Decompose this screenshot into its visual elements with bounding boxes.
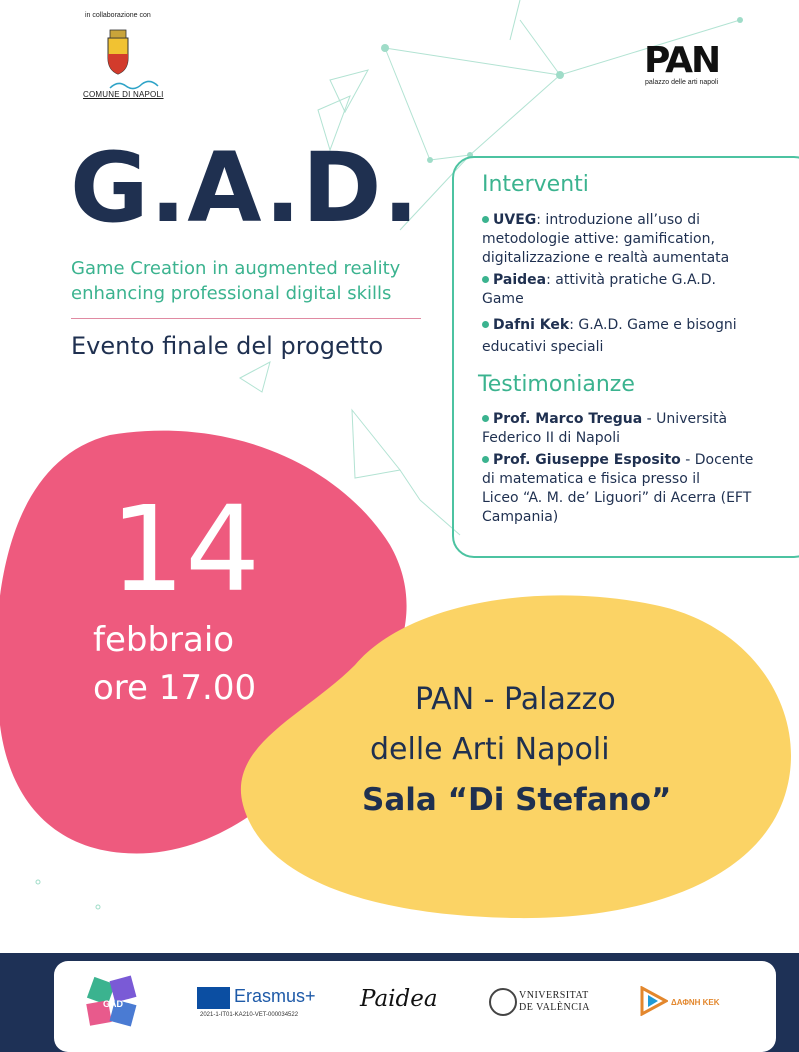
interventi-title: Interventi	[482, 172, 589, 197]
collaboration-label: in collaborazione con	[85, 12, 151, 19]
university-label: VNIVERSITAT DE VALÈNCIA	[519, 990, 590, 1013]
event-time: ore 17.00	[93, 668, 257, 708]
pan-logo-subtitle: palazzo delle arti napoli	[645, 79, 719, 86]
gad-logo-text: GAD	[103, 999, 123, 1009]
page-title: G.A.D.	[70, 132, 420, 244]
event-label: Evento finale del progetto	[71, 332, 384, 360]
bullet-icon	[482, 456, 489, 463]
event-month: febbraio	[93, 620, 235, 660]
gad-logo	[82, 972, 144, 1034]
list-item: Dafni Kek: G.A.D. Game e bisogni educativi speciali	[482, 317, 737, 355]
location-room: Sala “Di Stefano”	[362, 782, 672, 818]
bullet-icon	[482, 276, 489, 283]
paidea-logo: Paidea	[360, 986, 438, 1012]
comune-label: COMUNE DI NAPOLI	[83, 90, 164, 99]
event-day: 14	[110, 480, 261, 618]
eu-flag-icon	[197, 987, 230, 1009]
list-item: Prof. Giuseppe Esposito - Docente di matematica e fisica presso il Liceo “A. M. de’ Liguori” di Acerra (EFT Campania)	[482, 452, 754, 525]
erasmus-label: Erasmus+	[234, 986, 316, 1006]
list-item: UVEG: introduzione all’uso di metodologie attive: gamification, digitalizzazione e realtà aumentata	[482, 212, 730, 266]
bullet-icon	[482, 415, 489, 422]
university-seal-icon	[489, 988, 517, 1016]
location-line: delle Arti Napoli	[370, 732, 610, 767]
dafni-label: ΔΑΦΝΗ ΚΕΚ	[671, 998, 720, 1007]
project-subtitle	[71, 256, 400, 306]
subtitle-line: Game Creation in augmented reality	[71, 258, 401, 279]
napoli-crest-logo	[104, 28, 132, 76]
testimonianze-title: Testimonianze	[478, 372, 635, 397]
divider	[71, 318, 421, 319]
dafni-logo-icon	[640, 986, 668, 1016]
bullet-icon	[482, 321, 489, 328]
pan-logo: PAN	[644, 40, 720, 81]
erasmus-code: 2021-1-IT01-KA210-VET-000034522	[200, 1012, 299, 1018]
location-line: PAN - Palazzo	[415, 682, 616, 717]
subtitle-line: enhancing professional digital skills	[71, 283, 392, 304]
list-item: Prof. Marco Tregua - Università Federico II di Napoli	[482, 411, 728, 446]
list-item: Paidea: attività pratiche G.A.D. Game	[482, 272, 716, 307]
bullet-icon	[482, 216, 489, 223]
